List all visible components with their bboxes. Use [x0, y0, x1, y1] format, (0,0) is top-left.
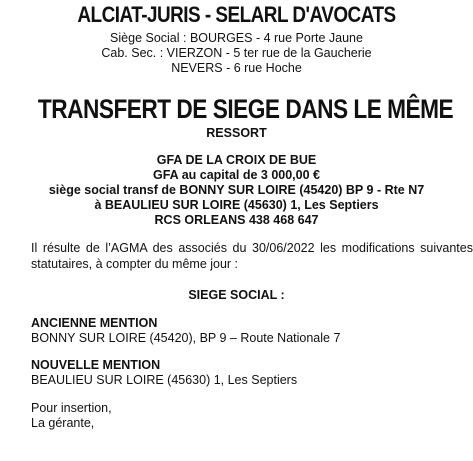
- new-mention-value: BEAULIEU SUR LOIRE (45630) 1, Les Septiers: [31, 373, 298, 387]
- notice-title: TRANSFERT DE SIEGE DANS LE MÊME: [37, 94, 454, 124]
- company-transfer-from: siège social transf de BONNY SUR LOIRE (45420) BP 9 - Rte N7: [48, 183, 425, 197]
- resolution-line-2: statutaires, à compter du même jour :: [31, 257, 239, 271]
- company-name: GFA DE LA CROIX DE BUE: [156, 153, 317, 167]
- resolution-paragraph: [31, 240, 473, 272]
- resolution-line-1: Il résulte de l’AGMA des associés du 30/06/2022 les modifications suivantes: [31, 241, 473, 255]
- new-mention-label: NOUVELLE MENTION: [31, 358, 161, 372]
- section-title: SIEGE SOCIAL :: [188, 288, 285, 302]
- closing-signatory: La gérante,: [31, 416, 95, 430]
- company-transfer-to: à BEAULIEU SUR LOIRE (45630) 1, Les Septiers: [94, 198, 379, 212]
- company-capital: GFA au capital de 3 000,00 €: [153, 168, 320, 182]
- firm-name: ALCIAT-JURIS - SELARL D'AVOCATS: [77, 2, 396, 27]
- old-mention-value: BONNY SUR LOIRE (45420), BP 9 – Route Nationale 7: [31, 331, 341, 345]
- address-line-secondary-office: Cab. Sec. : VIERZON - 5 ter rue de la Gaucherie: [101, 46, 372, 60]
- old-mention-label: ANCIENNE MENTION: [31, 316, 158, 330]
- closing-insertion: Pour insertion,: [31, 401, 112, 415]
- notice-subtitle: RESSORT: [206, 126, 267, 140]
- address-line-nevers: NEVERS - 6 rue Hoche: [171, 61, 302, 75]
- address-line-head-office: Siège Social : BOURGES - 4 rue Porte Jaune: [110, 31, 363, 45]
- company-rcs: RCS ORLEANS 438 468 647: [154, 213, 319, 227]
